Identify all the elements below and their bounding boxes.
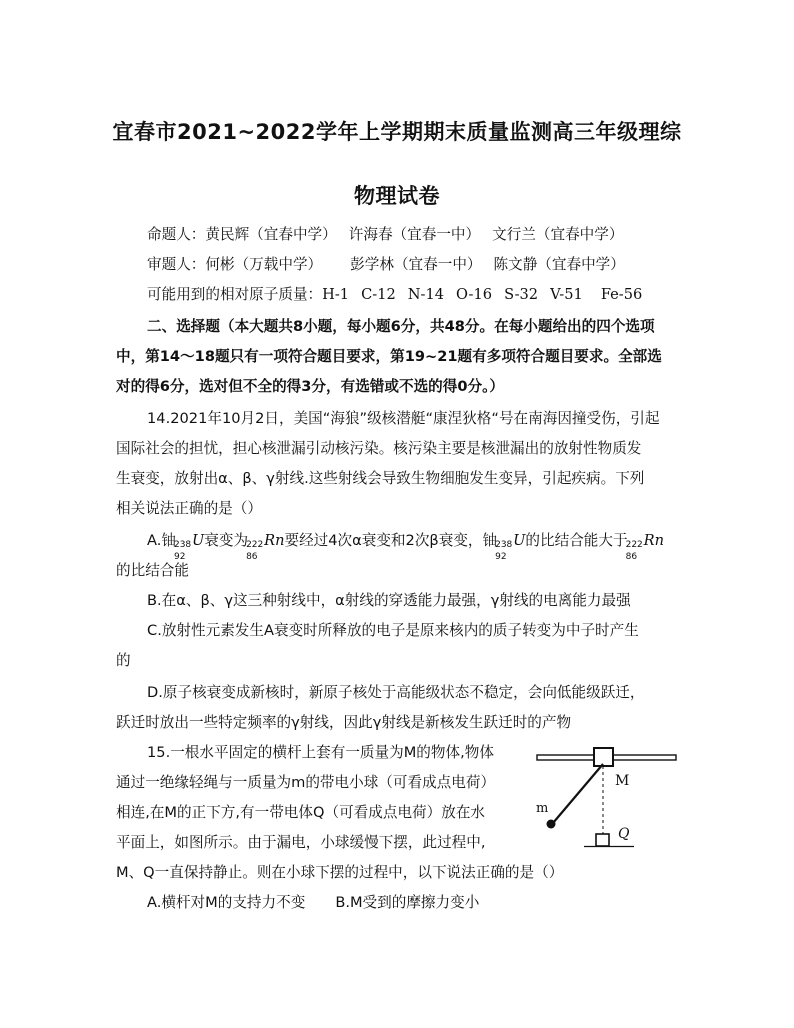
reviewer: 何彬（万载中学） — [205, 256, 323, 273]
atomic-mass: N-14 — [407, 286, 445, 303]
atomic-mass: C-12 — [361, 286, 396, 303]
reviewer: 陈文静（宜春中学） — [493, 256, 625, 273]
label-Q: Q — [618, 826, 630, 842]
q14-stem: 国际社会的担忧，担心核泄漏引动核污染。核污染主要是核泄漏出的放射性物质发 — [116, 440, 642, 457]
q15-stem: 15.一根水平固定的横杆上套有一质量为M的物体,物体 — [147, 744, 494, 761]
section-instructions: 中，第14～18题只有一项符合题目要求，第19~21题有多项符合题目要求。全部选 — [116, 348, 662, 365]
mass-number: 238 — [495, 540, 513, 550]
section-instructions: 对的得6分，选对但不全的得3分，有选错或不选的得0分。） — [116, 378, 505, 395]
element-symbol: Rn — [643, 532, 664, 549]
reviewers-line — [147, 256, 625, 274]
q15-option-b: B.M受到的摩擦力变小 — [335, 894, 480, 911]
atomic-number: 86 — [625, 552, 638, 562]
atomic-number: 92 — [173, 552, 186, 562]
atomic-masses-label: 可能用到的相对原子质量： — [147, 286, 323, 303]
charged-body-Q — [596, 834, 609, 846]
q15-option-a: A.横杆对M的支持力不变 — [147, 894, 306, 911]
q14-option-d-cont: 跃迁时放出一些特定频率的γ射线，因此γ射线是新核发生跃迁时的产物 — [116, 714, 572, 731]
q14-option-a — [147, 532, 664, 562]
q14-stem: 14.2021年10月2日，美国“海狼”级核潜艇“康涅狄格“号在南海因撞受伤，引起 — [147, 410, 660, 427]
mass-number: 222 — [246, 540, 264, 550]
label-M: M — [615, 773, 630, 789]
proposer: 黄民辉（宜春中学） — [205, 226, 337, 243]
atomic-masses-line — [147, 286, 642, 304]
proposer: 许海春（宜春一中） — [348, 226, 481, 243]
q14-stem: 生衰变，放射出α、β、γ射线.这些射线会导致生物细胞发生变异，引起疾病。下列 — [116, 470, 645, 487]
option-text: 要经过4次α衰变和2次β衰变，铀 — [284, 532, 498, 549]
mass-number: 238 — [173, 540, 192, 550]
atomic-mass: H-1 — [322, 286, 350, 303]
element-symbol: U — [191, 532, 205, 549]
element-symbol: Rn — [264, 532, 285, 549]
block-M — [594, 748, 613, 766]
section-instructions: 二、选择题（本大题共8小题，每小题6分，共48分。在每小题给出的四个选项 — [147, 318, 655, 335]
atomic-mass: S-32 — [504, 286, 539, 303]
q15-stem: M、Q一直保持静止。则在小球下摆的过程中，以下说法正确的是（） — [116, 864, 564, 881]
proposer: 文行兰（宜春中学） — [492, 226, 624, 243]
element-symbol: U — [513, 532, 526, 549]
reviewer: 彭学林（宜春一中） — [350, 256, 482, 273]
q15-options — [147, 894, 479, 912]
q14-option-d: D.原子核衰变成新核时，新原子核处于高能级状态不稳定，会向低能级跃迁， — [147, 684, 645, 701]
option-text: A.铀 — [147, 532, 176, 549]
exam-subtitle: 物理试卷 — [354, 184, 440, 208]
q14-stem: 相关说法正确的是（） — [116, 500, 262, 517]
label-m: m — [536, 801, 549, 816]
reviewers-label: 审题人： — [147, 256, 206, 273]
q15-stem: 平面上，如图所示。由于漏电，小球缓慢下摆，此过程中, — [116, 834, 486, 851]
option-text: 衰变为 — [204, 532, 249, 549]
atomic-number: 92 — [495, 552, 507, 562]
option-text: 的比结合能大于 — [525, 532, 628, 549]
q14-option-c-cont: 的 — [116, 652, 131, 669]
atomic-mass: V-51 — [550, 286, 583, 303]
proposers-label: 命题人： — [147, 226, 206, 243]
mass-number: 222 — [625, 540, 643, 550]
charged-ball-m — [547, 820, 556, 829]
proposers-line — [147, 226, 623, 244]
atomic-number: 86 — [246, 552, 258, 562]
q14-option-b: B.在α、β、γ这三种射线中，α射线的穿透能力最强，γ射线的电离能力最强 — [147, 592, 631, 609]
atomic-mass: O-16 — [456, 286, 493, 303]
atomic-mass: Fe-56 — [600, 286, 643, 303]
q15-figure — [536, 740, 678, 852]
q14-option-a-cont: 的比结合能 — [116, 562, 189, 579]
q15-stem: 相连,在M的正下方,有一带电体Q（可看成点电荷）放在水 — [116, 804, 486, 821]
insulating-string — [553, 764, 603, 823]
q15-stem: 通过一绝缘轻绳与一质量为m的带电小球（可看成点电荷） — [116, 774, 496, 791]
exam-title: 宜春市2021~2022学年上学期期末质量监测高三年级理综 — [112, 120, 682, 144]
q14-option-c: C.放射性元素发生A衰变时所释放的电子是原来核内的质子转变为中子时产生 — [147, 622, 639, 639]
